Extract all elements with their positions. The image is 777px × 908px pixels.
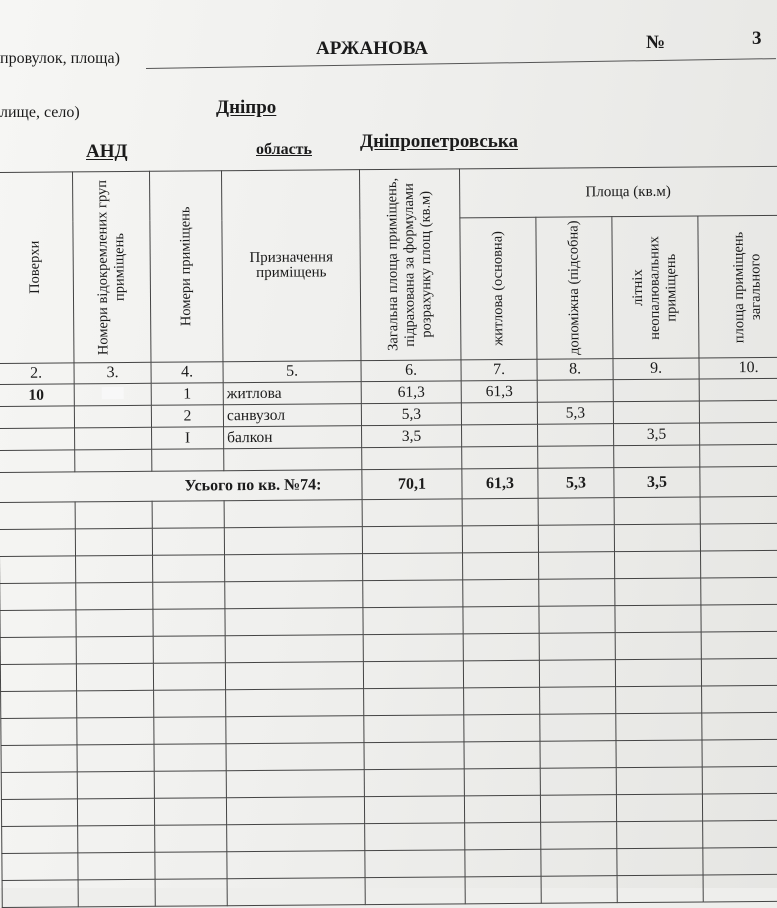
column-number: 2. xyxy=(0,363,74,385)
group-cell xyxy=(75,427,152,450)
house-number-value: 3 xyxy=(752,28,762,49)
summer-cell xyxy=(613,379,699,402)
room-cell: I xyxy=(152,427,224,450)
blank-row xyxy=(2,874,777,907)
header-purpose: Призначення приміщень xyxy=(221,170,360,362)
total-cell: 3,5 xyxy=(362,425,462,448)
city-value: Дніпро xyxy=(216,97,277,118)
aux-cell xyxy=(537,380,613,403)
column-number: 7. xyxy=(461,359,537,381)
header-summer: літніх неопалювальних приміщень xyxy=(612,216,699,359)
room-cell: 2 xyxy=(151,405,223,428)
column-number: 4. xyxy=(151,362,223,384)
city-type-label: лище, село) xyxy=(0,104,80,121)
header-total-area: Загальна площа приміщень, підрахована за формулами розрахунку площ (кв.м) xyxy=(359,169,460,361)
aux-cell: 5,3 xyxy=(537,402,613,425)
header-living: житлова (основна) xyxy=(460,217,537,360)
district-value: АНД xyxy=(86,141,128,162)
floor-cell xyxy=(0,428,75,451)
column-number: 8. xyxy=(537,359,613,381)
region-value: Дніпропетровська xyxy=(360,131,518,152)
common-cell xyxy=(699,378,777,401)
header-rooms: Номери приміщень xyxy=(149,171,222,363)
purpose-cell: житлова xyxy=(223,382,361,405)
total-cell: 61,3 xyxy=(361,381,461,404)
common-cell xyxy=(699,422,777,445)
group-cell xyxy=(74,405,151,428)
column-number: 10. xyxy=(699,357,777,379)
street-value: АРЖАНОВА xyxy=(316,38,428,59)
floor-cell: 10 xyxy=(0,384,74,407)
common-cell xyxy=(699,400,777,423)
summer-cell: 3,5 xyxy=(613,423,699,446)
total-common-cell xyxy=(700,466,777,497)
header-floors: Поверхи xyxy=(0,172,74,364)
total-cell: 5,3 xyxy=(361,403,461,426)
header-auxiliary: допоміжна (підсобна) xyxy=(536,217,613,360)
room-cell: 1 xyxy=(151,383,223,406)
header-common: площа приміщень загального xyxy=(698,215,777,358)
header-groups: Номери відокремлених груп приміщень xyxy=(73,171,151,363)
column-number: 6. xyxy=(361,360,461,382)
floor-cell xyxy=(0,406,75,429)
living-cell xyxy=(461,402,537,425)
rooms-table xyxy=(0,166,777,908)
total-summer-cell: 3,5 xyxy=(614,467,700,498)
purpose-cell: балкон xyxy=(224,426,362,449)
street-type-label: провулок, площа) xyxy=(0,50,120,67)
total-aux-cell: 5,3 xyxy=(538,468,614,499)
group-cell xyxy=(74,383,151,406)
summer-cell xyxy=(613,401,699,424)
number-label: № xyxy=(646,32,666,53)
total-living-cell: 61,3 xyxy=(462,468,538,499)
living-cell: 61,3 xyxy=(461,380,537,403)
column-number: 3. xyxy=(74,362,151,384)
column-number: 5. xyxy=(223,361,361,383)
aux-cell xyxy=(537,424,613,447)
redacted-mark xyxy=(102,387,124,399)
total-label: Усього по кв. №74: xyxy=(0,470,362,503)
column-number: 9. xyxy=(613,358,699,380)
region-label: область xyxy=(256,141,312,158)
living-cell xyxy=(462,424,538,447)
header-area-group: Площа (кв.м) xyxy=(459,166,777,218)
purpose-cell: санвузол xyxy=(223,404,361,427)
total-sum-cell: 70,1 xyxy=(362,469,462,500)
